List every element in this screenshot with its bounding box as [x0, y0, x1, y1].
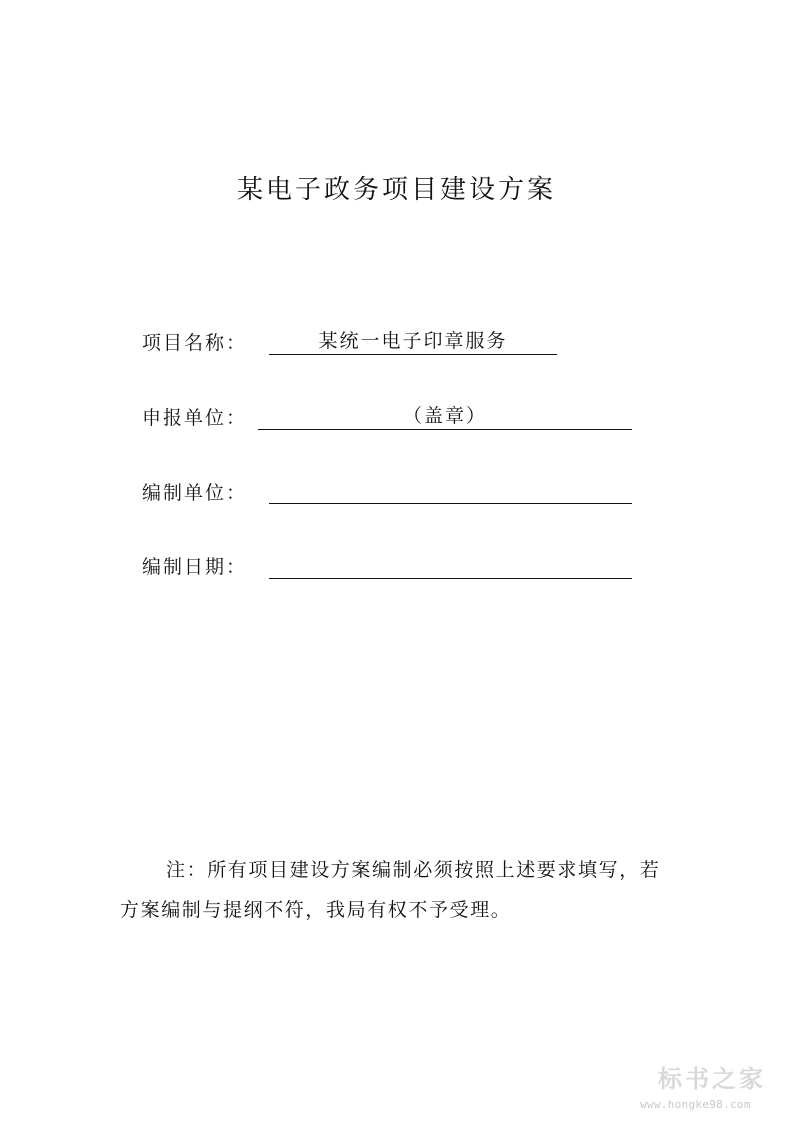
watermark-logo [636, 1064, 786, 1116]
field-label-project-name: 项目名称： [142, 332, 248, 354]
field-value-compiler [269, 477, 632, 504]
field-label-compiler: 编制单位： [142, 482, 248, 504]
field-value-date [269, 552, 632, 579]
watermark-url: www.hongke98.com [640, 1098, 751, 1111]
field-value-project-name: 某统一电子印章服务 [269, 328, 557, 355]
field-value-applicant: （盖章） [258, 403, 632, 430]
field-label-date: 编制日期： [142, 556, 248, 578]
document-title: 某电子政务项目建设方案 [236, 175, 556, 205]
note-paragraph: 注：所有项目建设方案编制必须按照上述要求填写，若方案编制与提纲不符，我局有权不予受理。 [120, 859, 661, 921]
watermark-name: 标书之家 [658, 1065, 766, 1093]
field-label-applicant: 申报单位： [142, 407, 248, 429]
